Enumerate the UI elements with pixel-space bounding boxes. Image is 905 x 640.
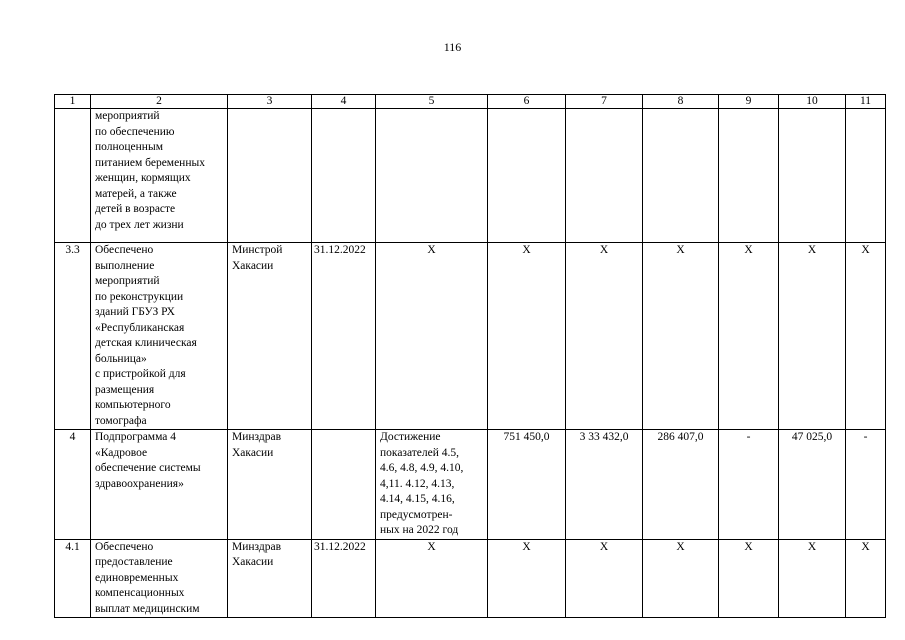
value-cell: Х: [779, 243, 846, 430]
value-cell: Х: [719, 243, 779, 430]
event-description: мероприятий по обеспечению полноценным питанием беременных женщин, кормящих матерей, а также детей в возрасте до трех лет жизни: [91, 109, 228, 243]
value-cell: Х: [566, 243, 643, 430]
table-row: [55, 430, 886, 540]
value-cell: Х: [566, 539, 643, 618]
column-header: 8: [643, 95, 719, 109]
row-number: 4.1: [55, 539, 91, 618]
column-header: 4: [312, 95, 376, 109]
result-indicator: [376, 109, 488, 243]
page-number: 116: [443, 40, 462, 54]
column-header: 6: [488, 95, 566, 109]
row-number: 3.3: [55, 243, 91, 430]
value-cell: -: [846, 430, 886, 540]
value-cell: [719, 109, 779, 243]
row-number: 4: [55, 430, 91, 540]
deadline: [312, 430, 376, 540]
program-table: [54, 94, 886, 618]
value-cell: Х: [643, 539, 719, 618]
value-cell: Х: [779, 539, 846, 618]
value-cell: 751 450,0: [488, 430, 566, 540]
value-cell: -: [719, 430, 779, 540]
column-header: 3: [228, 95, 312, 109]
value-cell: Х: [846, 539, 886, 618]
responsible-agency: [228, 109, 312, 243]
column-header: 11: [846, 95, 886, 109]
responsible-agency: Минздрав Хакасии: [228, 430, 312, 540]
responsible-agency: Минстрой Хакасии: [228, 243, 312, 430]
value-cell: 3 33 432,0: [566, 430, 643, 540]
column-header: 1: [55, 95, 91, 109]
table-row: [55, 539, 886, 618]
value-cell: [488, 109, 566, 243]
value-cell: 47 025,0: [779, 430, 846, 540]
row-number: [55, 109, 91, 243]
value-cell: Х: [488, 243, 566, 430]
value-cell: Х: [376, 243, 488, 430]
deadline: 31.12.2022: [312, 539, 376, 618]
column-header: 9: [719, 95, 779, 109]
table-row: [55, 109, 886, 243]
event-description: Подпрограмма 4 «Кадровое обеспечение системы здравоохранения»: [91, 430, 228, 540]
value-cell: [566, 109, 643, 243]
event-description: Обеспечено предоставление единовременных компенсационных выплат медицинским: [91, 539, 228, 618]
value-cell: Х: [719, 539, 779, 618]
value-cell: [643, 109, 719, 243]
value-cell: Х: [846, 243, 886, 430]
column-header: 7: [566, 95, 643, 109]
value-cell: Х: [643, 243, 719, 430]
value-cell: [779, 109, 846, 243]
responsible-agency: Минздрав Хакасии: [228, 539, 312, 618]
value-cell: 286 407,0: [643, 430, 719, 540]
result-indicator: Достижение показателей 4.5, 4.6, 4.8, 4.9, 4.10, 4,11. 4.12, 4.13, 4.14, 4.15, 4.16, предусмотрен- ных на 2022 год: [376, 430, 488, 540]
column-header: 10: [779, 95, 846, 109]
column-header: 2: [91, 95, 228, 109]
deadline: 31.12.2022: [312, 243, 376, 430]
column-header: 5: [376, 95, 488, 109]
deadline: [312, 109, 376, 243]
header-row: [55, 95, 886, 109]
table-row: [55, 243, 886, 430]
value-cell: [846, 109, 886, 243]
event-description: Обеспечено выполнение мероприятий по реконструкции зданий ГБУЗ РХ «Республиканская детская клиническая больница» с пристройкой для размещения компьютерного томографа: [91, 243, 228, 430]
value-cell: Х: [376, 539, 488, 618]
value-cell: Х: [488, 539, 566, 618]
